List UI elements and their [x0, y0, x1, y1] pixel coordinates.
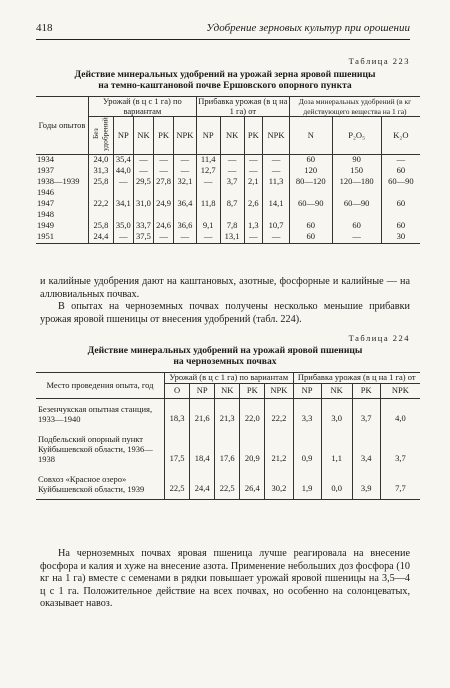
table-cell: — — [154, 166, 174, 177]
table-cell: 29,5 — [133, 177, 153, 188]
table-cell: 22,5 — [215, 469, 240, 500]
table-cell: 25,8 — [89, 177, 114, 188]
table-cell: 3,0 — [321, 398, 352, 429]
table-cell: 8,7 — [220, 199, 244, 210]
table-cell: 24,4 — [89, 232, 114, 244]
table-cell: — — [332, 232, 381, 244]
table2-title-line1: Действие минеральных удобрений на урожай яровой пшеницы — [87, 345, 363, 356]
table-cell: — — [174, 232, 197, 244]
table-cell: 14,1 — [263, 199, 290, 210]
t2-sub-yield: PK — [240, 383, 265, 398]
table-cell — [289, 188, 332, 199]
table-cell: 11,4 — [196, 154, 220, 166]
t2-sub-gain: NPK — [380, 383, 420, 398]
row-year: 1946 — [37, 187, 54, 198]
table-cell: 1,1 — [321, 429, 352, 469]
table-cell: 34,1 — [113, 199, 133, 210]
table-cell: 120 — [289, 166, 332, 177]
table-cell: 60—90 — [332, 199, 381, 210]
table-row — [36, 398, 420, 429]
row-year: 1947 — [37, 198, 54, 209]
t1-sub-yield: NP — [113, 117, 133, 155]
table-row — [36, 469, 420, 500]
table-cell: 2,6 — [244, 199, 263, 210]
table-cell: — — [154, 154, 174, 166]
t1-sub-yield: PK — [154, 117, 174, 155]
table-cell: — — [133, 154, 153, 166]
table-cell: 22,0 — [240, 398, 265, 429]
table-cell: 80—120 — [289, 177, 332, 188]
table-cell: 3,7 — [380, 429, 420, 469]
table1-label: Таблица 223 — [348, 56, 410, 66]
table-cell: 60 — [289, 154, 332, 166]
table-row — [36, 188, 420, 199]
table-cell: — — [220, 154, 244, 166]
table2-title-line2: на черноземных почвах — [173, 356, 277, 367]
table-cell: 22,2 — [89, 199, 114, 210]
table-cell: — — [196, 177, 220, 188]
table-cell: 3,7 — [352, 398, 380, 429]
table-cell: 60—90 — [289, 199, 332, 210]
table-cell: — — [263, 166, 290, 177]
table-cell — [154, 210, 174, 221]
table-row — [36, 166, 420, 177]
table-cell: 36,6 — [174, 221, 197, 232]
table-row — [36, 221, 420, 232]
row-place: Безенчукская опытная станция, 1933—1940 — [38, 403, 153, 424]
t2-sub-yield: NP — [190, 383, 215, 398]
table-cell: 37,5 — [133, 232, 153, 244]
t1-col-gain: Прибавка урожая (в ц на 1 га) от — [196, 97, 289, 117]
table-cell: 24,9 — [154, 199, 174, 210]
table-cell: 1,9 — [293, 469, 321, 500]
table-cell — [174, 210, 197, 221]
table-cell: 3,9 — [352, 469, 380, 500]
table-cell: 60 — [381, 199, 420, 210]
table-cell: 150 — [332, 166, 381, 177]
table-cell: 31,3 — [89, 166, 114, 177]
table-cell: — — [133, 166, 153, 177]
table-cell: 9,1 — [196, 221, 220, 232]
table-cell — [196, 210, 220, 221]
table-cell: — — [244, 154, 263, 166]
table-cell: 22,5 — [165, 469, 190, 500]
table-cell: 0,9 — [293, 429, 321, 469]
t1-sub-dose: K₂O — [381, 117, 420, 155]
table-cell: 17,5 — [165, 429, 190, 469]
table-cell: 18,3 — [165, 398, 190, 429]
table-cell: 3,4 — [352, 429, 380, 469]
running-title: Удобрение зерновых культур при орошении — [206, 22, 410, 34]
table-cell: 21,6 — [190, 398, 215, 429]
table-cell: 60 — [289, 221, 332, 232]
table-cell: 60 — [381, 166, 420, 177]
table1-body — [36, 154, 420, 243]
t2-sub-yield: NK — [215, 383, 240, 398]
table-cell: — — [113, 177, 133, 188]
table-cell: 24,6 — [154, 221, 174, 232]
header-rule — [36, 39, 410, 40]
table-cell: 36,4 — [174, 199, 197, 210]
table-cell: 25,8 — [89, 221, 114, 232]
table-cell: 90 — [332, 154, 381, 166]
table-cell: — — [381, 154, 420, 166]
table-cell — [89, 210, 114, 221]
table-cell — [244, 210, 263, 221]
paragraph-2-text: В опытах на черноземных почвах получены несколько меньшие прибавки урожая яровой пшеницы от внесения удобрений (табл. 224). — [40, 301, 410, 325]
t1-sub-gain: NK — [220, 117, 244, 155]
table-cell: 35,0 — [113, 221, 133, 232]
table-cell: 24,4 — [190, 469, 215, 500]
table-cell: 35,4 — [113, 154, 133, 166]
table-cell: 32,1 — [174, 177, 197, 188]
table-cell — [381, 188, 420, 199]
t1-sub-dose: N — [289, 117, 332, 155]
table-cell: 11,3 — [263, 177, 290, 188]
table-cell — [113, 188, 133, 199]
table-cell — [263, 210, 290, 221]
table-cell — [133, 210, 153, 221]
t2-sub-yield: NPK — [265, 383, 293, 398]
t1-col-year: Годы опытов — [36, 97, 89, 155]
table-row — [36, 429, 420, 469]
t2-col-place: Место проведения опыта, год — [36, 373, 165, 399]
table-row — [36, 199, 420, 210]
paragraph-1 — [40, 276, 410, 326]
t1-col-nofert: Без удобрений — [89, 117, 114, 155]
table-cell — [332, 188, 381, 199]
t1-sub-gain: NPK — [263, 117, 290, 155]
table-cell: 2,1 — [244, 177, 263, 188]
t2-col-gain: Прибавка урожая (в ц на 1 га) от — [293, 373, 420, 384]
table-cell — [332, 210, 381, 221]
table-cell: — — [244, 232, 263, 244]
table-cell: 60—90 — [381, 177, 420, 188]
t1-col-yield: Урожай (в ц с 1 га) по вариантам — [89, 97, 197, 117]
table-cell: — — [263, 232, 290, 244]
table-cell — [174, 188, 197, 199]
table-cell: 10,7 — [263, 221, 290, 232]
table-cell — [220, 210, 244, 221]
paragraph-1-text: и калийные удобрения дают на каштановых, азотные, фосфорные и калийные — на аллювиальных почвах. — [40, 276, 410, 300]
table2-label: Таблица 224 — [348, 333, 410, 343]
table-cell: 30,2 — [265, 469, 293, 500]
row-place: Подбельский опорный пункт Куйбышевской области, 1936—1938 — [38, 433, 153, 464]
table-cell: 3,7 — [220, 177, 244, 188]
table1-title — [40, 69, 410, 91]
t2-sub-gain: NK — [321, 383, 352, 398]
table-cell: 33,7 — [133, 221, 153, 232]
table-row — [36, 154, 420, 166]
table-cell — [89, 188, 114, 199]
table-cell: 22,2 — [265, 398, 293, 429]
table-cell — [196, 188, 220, 199]
table-cell: 21,3 — [215, 398, 240, 429]
table-cell: — — [113, 232, 133, 244]
t1-sub-gain: PK — [244, 117, 263, 155]
table-cell — [289, 210, 332, 221]
row-year: 1937 — [37, 165, 54, 176]
table-cell: — — [154, 232, 174, 244]
table-cell: 18,4 — [190, 429, 215, 469]
table-cell: — — [220, 166, 244, 177]
row-year: 1934 — [37, 154, 54, 165]
t1-sub-dose: P₂O₅ — [332, 117, 381, 155]
table-cell — [381, 210, 420, 221]
table-cell — [263, 188, 290, 199]
t2-sub-yield: О — [165, 383, 190, 398]
row-place: Совхоз «Красное озеро» Куйбышевской области, 1939 — [38, 473, 145, 494]
table-cell: 1,3 — [244, 221, 263, 232]
table-cell: — — [174, 166, 197, 177]
table-cell: 120—180 — [332, 177, 381, 188]
table-cell: 27,8 — [154, 177, 174, 188]
paragraph-3-text: На черноземных почвах яровая пшеница лучше реагировала на внесение фосфора и калия и хуже на внесение азота. Применение небольших доз фосфора (10 кг на 1 га) вместе с семенами в рядки повышает урожай яровой пшеницы на 3,5—4 ц с 1 га. Положительное действие на всех почвах, но особенно на солонцеватых, оказывает навоз. — [40, 548, 410, 610]
page-header — [36, 22, 410, 38]
row-year: 1949 — [37, 220, 54, 231]
table-cell: 11,8 — [196, 199, 220, 210]
table-cell — [154, 188, 174, 199]
t1-sub-gain: NP — [196, 117, 220, 155]
table-cell: 4,0 — [380, 398, 420, 429]
table-cell: 21,2 — [265, 429, 293, 469]
table-cell: 60 — [332, 221, 381, 232]
page-number: 418 — [36, 22, 53, 34]
table-cell: 60 — [289, 232, 332, 244]
t2-col-yield: Урожай (в ц с 1 га) по вариантам — [165, 373, 294, 384]
table-cell — [113, 210, 133, 221]
t2-sub-gain: NP — [293, 383, 321, 398]
table2-body — [36, 398, 420, 499]
row-year: 1938—1939 — [37, 176, 80, 187]
t1-sub-yield: NK — [133, 117, 153, 155]
table-cell: 60 — [381, 221, 420, 232]
table-cell: 7,8 — [220, 221, 244, 232]
table-row — [36, 177, 420, 188]
t1-col-dose: Доза минеральных удобрений (в кг действующего вещества на 1 га) — [289, 97, 420, 117]
table-cell: 12,7 — [196, 166, 220, 177]
table-cell: 24,0 — [89, 154, 114, 166]
table1-title-line1: Действие минеральных удобрений на урожай зерна яровой пшеницы — [74, 69, 376, 80]
table-cell: — — [263, 154, 290, 166]
table-cell: 0,0 — [321, 469, 352, 500]
table1 — [36, 96, 420, 244]
table2-title — [40, 345, 410, 367]
table-cell — [244, 188, 263, 199]
table-cell — [133, 188, 153, 199]
table-row — [36, 232, 420, 244]
table-row — [36, 210, 420, 221]
table-cell: — — [244, 166, 263, 177]
table-cell: 20,9 — [240, 429, 265, 469]
table-cell — [220, 188, 244, 199]
table-cell: 13,1 — [220, 232, 244, 244]
table-cell: — — [196, 232, 220, 244]
table-cell: 26,4 — [240, 469, 265, 500]
row-year: 1948 — [37, 209, 54, 220]
table-cell: 7,7 — [380, 469, 420, 500]
table-cell: 44,0 — [113, 166, 133, 177]
table-cell: 31,0 — [133, 199, 153, 210]
t2-sub-gain: PK — [352, 383, 380, 398]
t1-sub-yield: NPK — [174, 117, 197, 155]
table-cell: — — [174, 154, 197, 166]
table1-title-line2: на темно-каштановой почве Ершовского опорного пункта — [98, 80, 352, 91]
row-year: 1951 — [37, 231, 54, 242]
table-cell: 17,6 — [215, 429, 240, 469]
table-cell: 30 — [381, 232, 420, 244]
table-cell: 3,3 — [293, 398, 321, 429]
table2 — [36, 372, 420, 500]
paragraph-3 — [40, 548, 410, 611]
